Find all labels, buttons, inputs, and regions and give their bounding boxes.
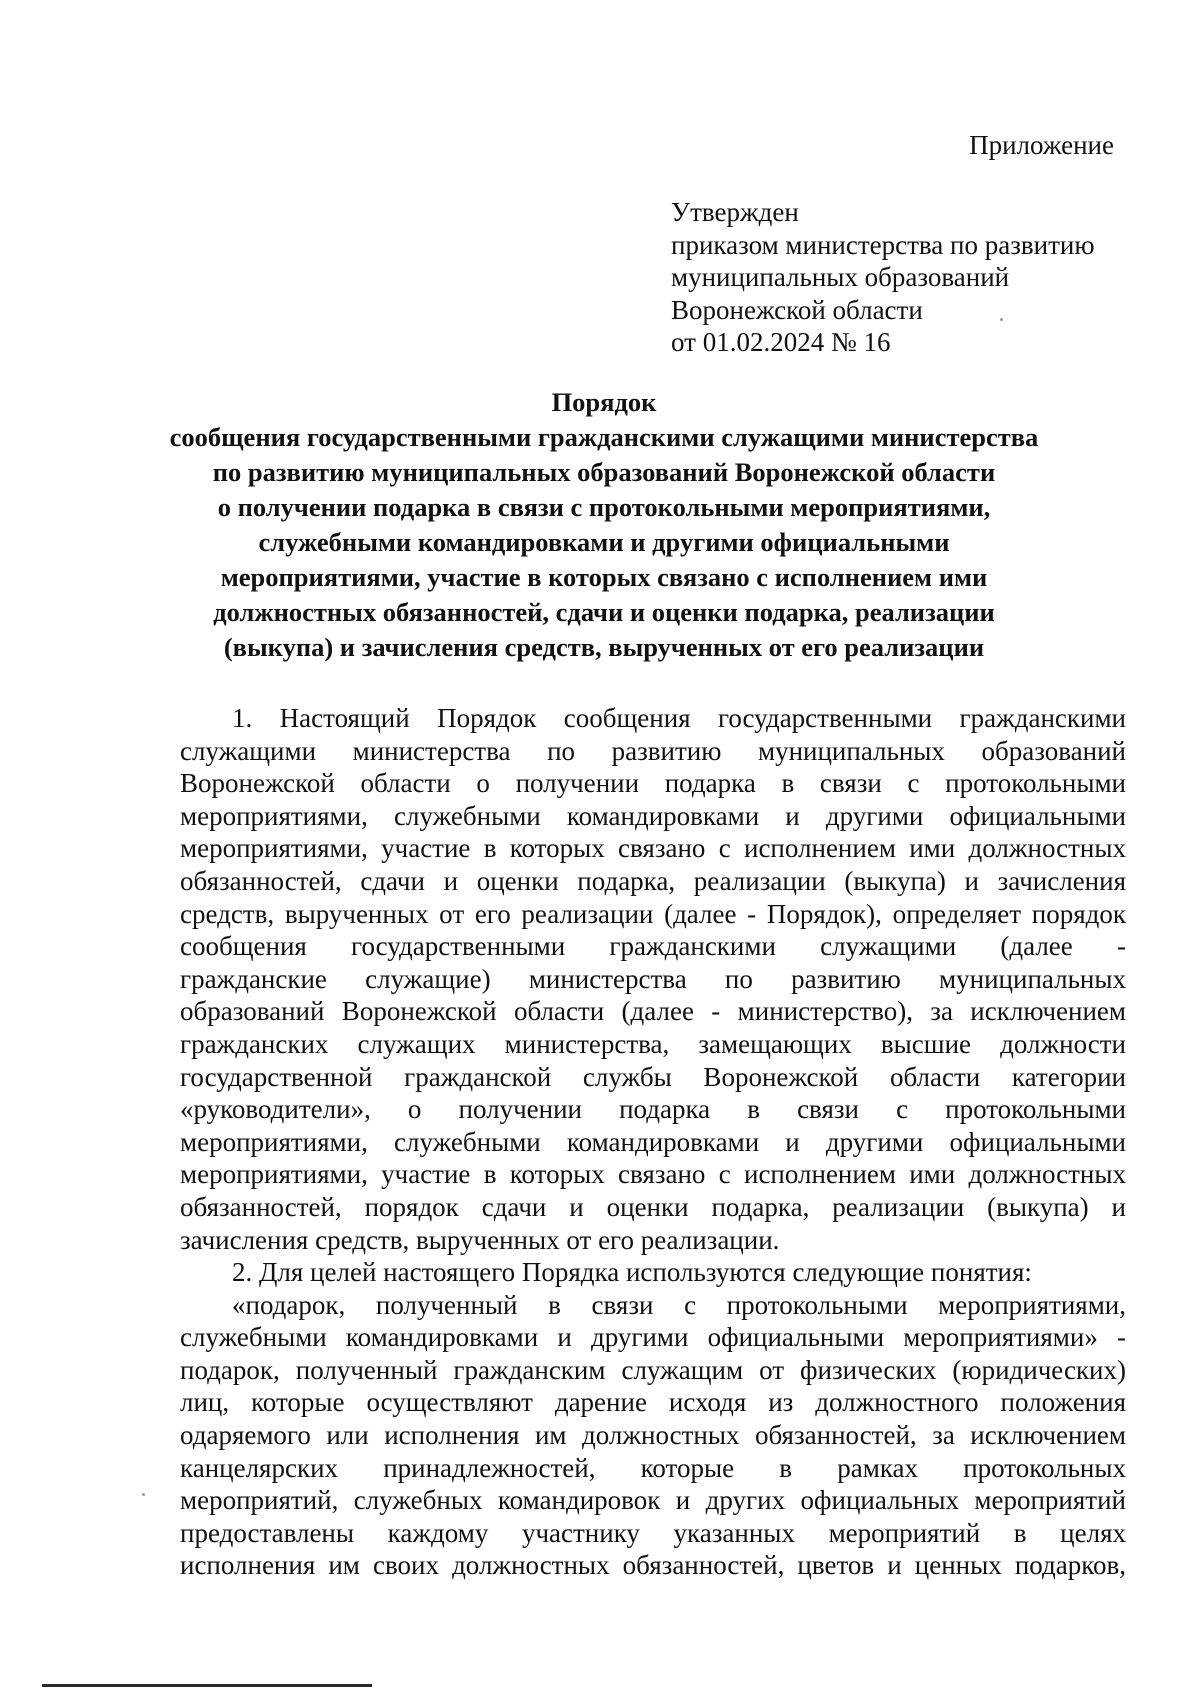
body-line: мероприятий, служебных командировок и других официальных мероприятий — [180, 1485, 1126, 1516]
body-line: исполнения им своих должностных обязанностей, цветов и ценных подарков, — [180, 1550, 1126, 1581]
scan-artifact — [142, 1493, 145, 1496]
body-line: «руководители», о получении подарка в связи с протокольными — [180, 1094, 1126, 1125]
title-line: служебными командировками и другими официальными — [258, 527, 950, 557]
body-line: гражданских служащих министерства, замещающих высшие должности — [180, 1028, 1126, 1059]
body-line: одаряемого или исполнения им должностных обязанностей, за исключением — [180, 1420, 1126, 1451]
title-line: должностных обязанностей, сдачи и оценки подарка, реализации — [213, 597, 995, 627]
body-line: «подарок, полученный в связи с протокольными мероприятиями, — [232, 1289, 1126, 1320]
body-line: обязанностей, порядок сдачи и оценки подарка, реализации (выкупа) и — [180, 1191, 1126, 1222]
body-line: зачисления средств, вырученных от его реализации. — [180, 1224, 780, 1255]
appendix-label: Приложение — [969, 130, 1114, 160]
title-line: по развитию муниципальных образований Воронежской области — [212, 457, 996, 487]
body-line: обязанностей, сдачи и оценки подарка, реализации (выкупа) и зачисления — [180, 865, 1126, 896]
body-line: Воронежской области о получении подарка в связи с протокольными — [180, 768, 1126, 799]
body-line: мероприятиями, участие в которых связано с исполнением ими должностных — [180, 833, 1126, 864]
body-line: предоставлены каждому участнику указанных мероприятий в целях — [180, 1517, 1126, 1548]
body-line: мероприятиями, служебными командировками и другими официальными — [180, 800, 1126, 831]
body-line: мероприятиями, служебными командировками и другими официальными — [180, 1126, 1126, 1157]
body-line: служащими министерства по развитию муниципальных образований — [180, 735, 1126, 766]
body-line: 2. Для целей настоящего Порядка используются следующие понятия: — [232, 1257, 1032, 1288]
document-title — [150, 385, 1058, 665]
body-line: мероприятиями, участие в которых связано с исполнением ими должностных — [180, 1159, 1126, 1190]
body-line: подарок, полученный гражданским служащим от физических (юридических) — [180, 1354, 1126, 1385]
approval-line: от 01.02.2024 № 16 — [671, 327, 891, 357]
approval-line: Воронежской области — [671, 294, 923, 325]
body-line: сообщения государственными гражданскими служащими (далее - — [180, 931, 1126, 962]
approval-line: приказом министерства по развитию — [671, 229, 1095, 260]
title-line: (выкупа) и зачисления средств, вырученных от его реализации — [223, 632, 985, 662]
title-line: о получении подарка в связи с протокольными мероприятиями, — [217, 492, 991, 522]
body-line: служебными командировками и другими официальными мероприятиями» - — [180, 1322, 1126, 1353]
scan-artifact — [1000, 318, 1003, 321]
body-line: образований Воронежской области (далее - министерство), за исключением — [180, 996, 1126, 1027]
body-line: лиц, которые осуществляют дарение исходя из должностного положения — [180, 1387, 1126, 1418]
body-line: канцелярских принадлежностей, которые в рамках протокольных — [180, 1452, 1126, 1483]
approval-line: Утвержден — [671, 197, 799, 227]
approval-block — [671, 196, 1095, 359]
title-line: мероприятиями, участие в которых связано с исполнением ими — [220, 562, 988, 592]
title-line: сообщения государственными гражданскими служащими министерства — [169, 422, 1039, 452]
body-line: 1. Настоящий Порядок сообщения государственными гражданскими — [232, 703, 1126, 733]
body-line: средств, вырученных от его реализации (далее - Порядок), определяет порядок — [180, 898, 1126, 929]
body-line: гражданские служащие) министерства по развитию муниципальных — [180, 963, 1126, 994]
scan-edge-rule — [42, 1684, 372, 1687]
document-body — [180, 702, 1126, 1582]
approval-line: муниципальных образований — [671, 262, 1010, 292]
body-line: государственной гражданской службы Воронежской области категории — [180, 1061, 1126, 1092]
title-heading: Порядок — [551, 387, 657, 417]
